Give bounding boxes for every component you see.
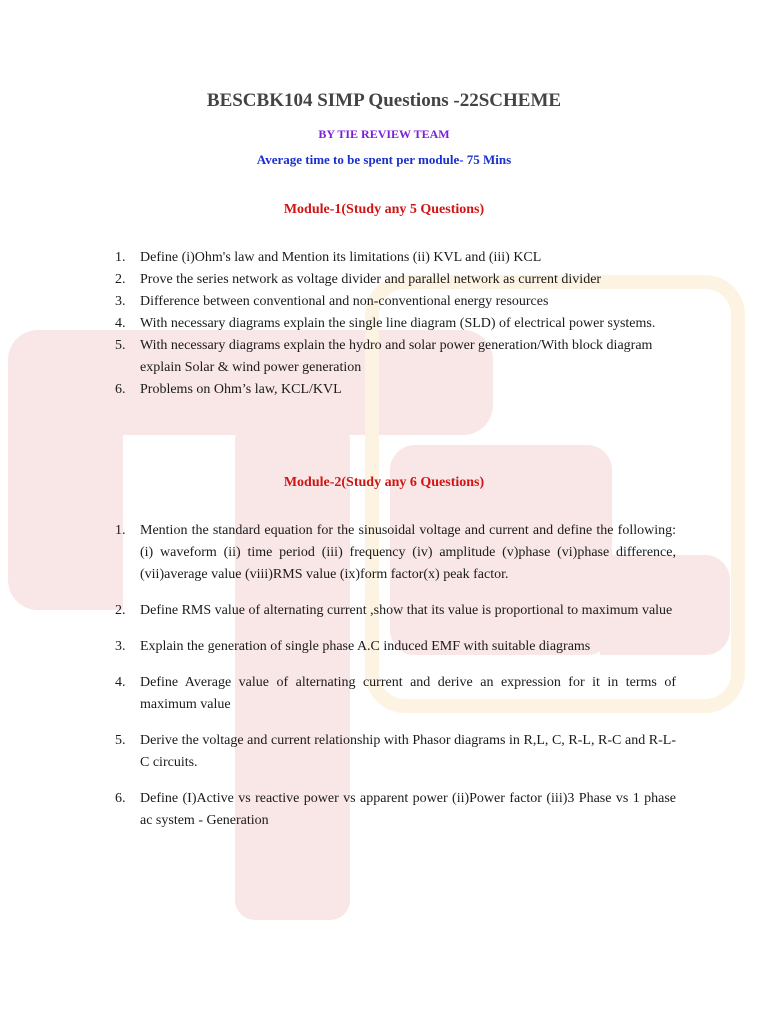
question-item: 2. Define RMS value of alternating current ,show that its value is proportional to maximum value <box>115 603 673 618</box>
question-item: 3. Explain the generation of single phase A.C induced EMF with suitable diagrams <box>115 639 591 654</box>
question-item: 1. Define (i)Ohm's law and Mention its limitations (ii) KVL and (iii) KCL <box>115 250 542 265</box>
question-item: 5. With necessary diagrams explain the hydro and solar power generation/With block diagram explain Solar & wind power generation <box>115 338 653 375</box>
question-item: 6. Define (I)Active vs reactive power vs apparent power (ii)Power factor (iii)3 Phase vs 1 phase ac system - Generation <box>115 791 676 828</box>
byline: BY TIE REVIEW TEAM <box>318 127 450 141</box>
module-2-question-list <box>110 520 676 846</box>
module-1-heading: Module-1(Study any 5 Questions) <box>283 202 485 217</box>
question-item: 4. Define Average value of alternating current and derive an expression for it in terms of maximum value <box>115 675 676 712</box>
module-1-question-list <box>110 247 676 401</box>
question-item: 6. Problems on Ohm’s law, KCL/KVL <box>115 382 342 397</box>
module-2-heading: Module-2(Study any 6 Questions) <box>283 475 485 490</box>
watermark-shape <box>8 400 123 610</box>
question-item: 5. Derive the voltage and current relationship with Phasor diagrams in R,L, C, R-L, R-C and R-L-C circuits. <box>115 733 676 770</box>
question-item: 2. Prove the series network as voltage divider and parallel network as current divider <box>115 272 602 287</box>
page-title: BESCBK104 SIMP Questions -22SCHEME <box>206 90 562 111</box>
question-item: 3. Difference between conventional and non-conventional energy resources <box>115 294 549 309</box>
question-item: 1. Mention the standard equation for the sinusoidal voltage and current and define the following: (i) waveform (ii) time period (iii) frequency (iv) amplitude (v)phase (vi)phase difference, (vii)average value (viii)RMS value (ix)form factor(x) peak factor. <box>115 523 676 582</box>
question-item: 4. With necessary diagrams explain the single line diagram (SLD) of electrical power systems. <box>115 316 656 331</box>
average-time: Average time to be spent per module- 75 Mins <box>256 152 512 167</box>
